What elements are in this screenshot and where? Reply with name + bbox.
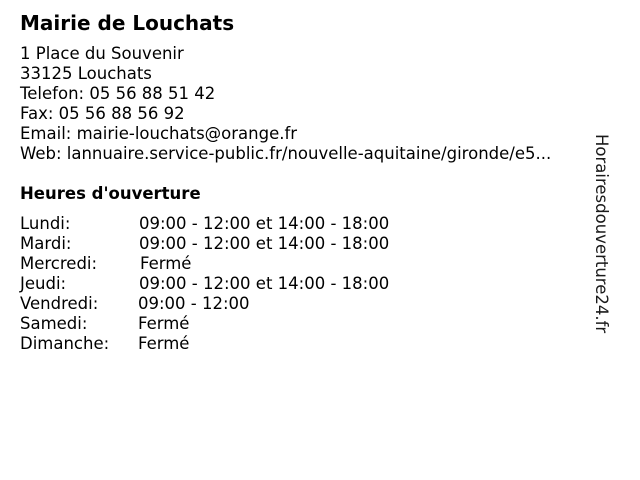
- time-value: 09:00 - 12:00 et 14:00 - 18:00: [139, 214, 390, 233]
- phone-number: Telefon: 05 56 88 51 42: [20, 84, 216, 103]
- email-address: Email: mairie-louchats@orange.fr: [20, 124, 298, 143]
- contact-info: [20, 44, 551, 164]
- day-label: Dimanche:: [20, 334, 110, 353]
- address-city: 33125 Louchats: [20, 64, 152, 83]
- day-label: Mercredi:: [20, 254, 98, 273]
- address-street: 1 Place du Souvenir: [20, 44, 184, 63]
- day-label: Mardi:: [20, 234, 72, 253]
- website-link: Web: lannuaire.service-public.fr/nouvelle-aquitaine/gironde/e5...: [20, 144, 552, 163]
- time-value: Fermé: [140, 254, 192, 273]
- time-value: 09:00 - 12:00 et 14:00 - 18:00: [139, 274, 390, 293]
- day-label: Lundi:: [20, 214, 71, 233]
- fax-number: Fax: 05 56 88 56 92: [20, 104, 185, 123]
- day-label: Vendredi:: [20, 294, 99, 313]
- time-value: Fermé: [138, 314, 190, 333]
- site-watermark: Horairesdouverture24.fr: [592, 134, 611, 334]
- time-value: 09:00 - 12:00: [138, 294, 250, 313]
- time-value: Fermé: [138, 334, 190, 353]
- day-label: Jeudi:: [20, 274, 67, 293]
- hours-heading: Heures d'ouverture: [20, 184, 201, 203]
- time-value: 09:00 - 12:00 et 14:00 - 18:00: [139, 234, 390, 253]
- page-title: Mairie de Louchats: [20, 11, 235, 35]
- day-label: Samedi:: [20, 314, 88, 333]
